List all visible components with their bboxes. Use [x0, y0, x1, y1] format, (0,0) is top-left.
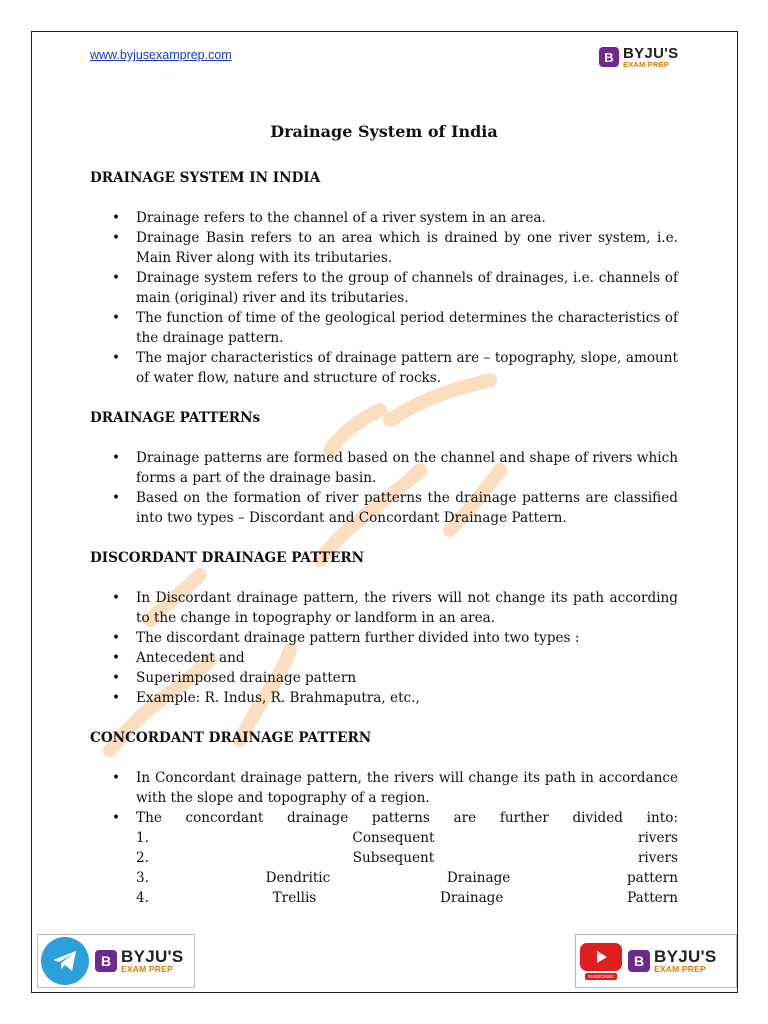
subscribe-label: SUBSCRIBE	[585, 973, 617, 980]
numbered-item: 4. Trellis Drainage Pattern	[136, 890, 678, 906]
logo-name: BYJU'S	[121, 947, 184, 967]
byjus-badge-icon: B	[599, 47, 619, 67]
logo-name: BYJU'S	[623, 45, 679, 62]
section-heading: DRAINAGE PATTERNs	[90, 410, 261, 426]
list-item: • Drainage system refers to the group of channels of drainages, i.e. channels of main (original) river and its tributaries.	[90, 268, 678, 308]
telegram-promo-banner[interactable]	[37, 934, 195, 988]
list-item: • Drainage patterns are formed based on the channel and shape of rivers which forms a part of the drainage basin.	[90, 448, 678, 488]
bullet-list	[90, 208, 678, 388]
list-item: • Superimposed drainage pattern	[90, 668, 678, 688]
byjus-logo-youtube	[628, 948, 717, 974]
numbered-list	[90, 828, 678, 908]
byjus-badge-icon: B	[95, 950, 117, 972]
list-item: • The discordant drainage pattern further divided into two types :	[90, 628, 678, 648]
telegram-icon	[41, 937, 89, 985]
logo-sub: EXAM PREP	[121, 964, 173, 975]
document-title: Drainage System of India	[270, 122, 498, 141]
section-heading: DISCORDANT DRAINAGE PATTERN	[90, 550, 365, 566]
logo-sub: EXAM PREP	[654, 964, 706, 975]
byjus-badge-icon: B	[628, 950, 650, 972]
youtube-icon	[580, 943, 622, 980]
list-item: • Antecedent and	[90, 648, 678, 668]
section-heading: DRAINAGE SYSTEM IN INDIA	[90, 170, 321, 186]
bullet-list	[90, 588, 678, 708]
list-item	[90, 808, 678, 828]
document-body	[90, 122, 678, 908]
youtube-promo-banner[interactable]	[575, 934, 737, 988]
numbered-item: 2. Subsequent rivers	[136, 850, 678, 866]
list-item: • The function of time of the geological period determines the characteristics of the drainage pattern.	[90, 308, 678, 348]
byjus-logo-header	[599, 46, 678, 69]
list-item: • In Discordant drainage pattern, the rivers will not change its path according to the change in topography or landform in an area.	[90, 588, 678, 628]
numbered-item: 3. Dendritic Drainage pattern	[136, 870, 678, 886]
list-item: • In Concordant drainage pattern, the rivers will change its path in accordance with the slope and topography of a region.	[90, 768, 678, 808]
list-item: • The major characteristics of drainage pattern are – topography, slope, amount of water flow, nature and structure of rocks.	[90, 348, 678, 388]
byjus-logo-telegram	[95, 948, 184, 974]
bullet-list	[90, 448, 678, 528]
list-item: • Drainage Basin refers to an area which is drained by one river system, i.e. Main River along with its tributaries.	[90, 228, 678, 268]
list-item: • Drainage refers to the channel of a river system in an area.	[90, 208, 678, 228]
numbered-item: 1. Consequent rivers	[136, 830, 678, 846]
logo-sub: EXAM PREP	[623, 60, 669, 69]
bullet-list	[90, 768, 678, 828]
site-link[interactable]: www.byjusexamprep.com	[90, 48, 232, 62]
list-item: • Based on the formation of river patterns the drainage patterns are classified into two types – Discordant and Concordant Drainage Pattern.	[90, 488, 678, 528]
list-item: • Example: R. Indus, R. Brahmaputra, etc.,	[90, 688, 678, 708]
section-heading: CONCORDANT DRAINAGE PATTERN	[90, 730, 372, 746]
logo-name: BYJU'S	[654, 947, 717, 967]
justified-bullet-line: • The concordant drainage patterns are further divided into:	[136, 810, 678, 826]
